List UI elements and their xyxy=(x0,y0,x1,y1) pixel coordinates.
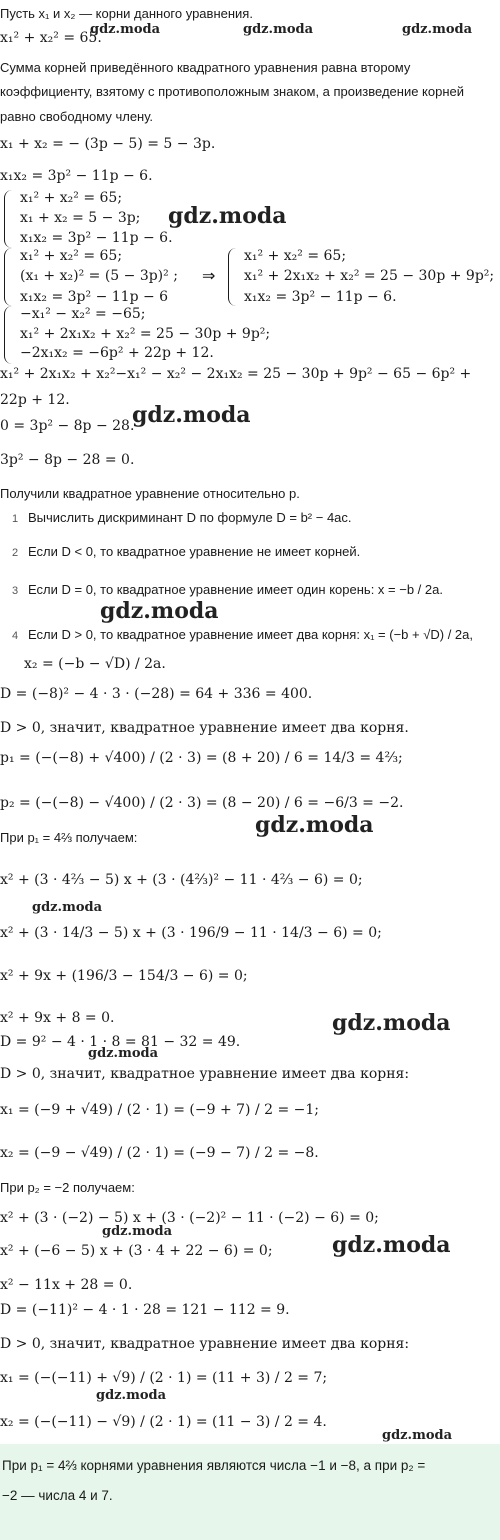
case2-discriminant-positive: D > 0, значит, квадратное уравнение имеет два корня: xyxy=(0,1336,410,1352)
vieta-text-3: равно свободному члену. xyxy=(0,109,154,124)
case2-equation1: x² + (3 · (−2) − 5) x + (3 · (−2)² − 11 · (−2) − 6) = 0; xyxy=(0,1210,379,1226)
step-text: Вычислить дискриминант D по формуле D = b² − 4ac. xyxy=(28,510,352,525)
watermark: gdz.moda xyxy=(402,22,473,37)
watermark: gdz.moda xyxy=(332,1232,451,1258)
case2-quadratic: x² − 11x + 28 = 0. xyxy=(0,1277,133,1293)
answer-line1: При p₁ = 4⅔ корнями уравнения являются числа −1 и −8, а при p₂ = xyxy=(2,1458,426,1473)
system2-line1: x₁² + x₂² = 65; xyxy=(20,248,123,264)
case2-discriminant: D = (−11)² − 4 · 1 · 28 = 121 − 112 = 9. xyxy=(0,1302,290,1318)
system2-line3: x₁x₂ = 3p² − 11p − 6 xyxy=(20,289,169,305)
watermark: gdz.moda xyxy=(382,1428,453,1443)
watermark: gdz.moda xyxy=(96,1388,167,1403)
case1-discriminant-positive: D > 0, значит, квадратное уравнение имеет два корня: xyxy=(0,1066,410,1082)
step-number: 4 xyxy=(12,630,19,642)
case-p2-heading: При p₂ = −2 получаем: xyxy=(0,1180,135,1195)
zero-equation: 0 = 3p² − 8p − 28. xyxy=(0,418,135,434)
case1-quadratic: x² + 9x + 8 = 0. xyxy=(0,1010,115,1026)
product-equation: x₁x₂ = 3p² − 11p − 6. xyxy=(0,168,153,184)
case2-root-x2: x₂ = (−(−11) − √9) / (2 · 1) = (11 − 3) / 2 = 4. xyxy=(0,1414,327,1430)
case1-root-x2: x₂ = (−9 − √49) / (2 · 1) = (−9 − 7) / 2 = −8. xyxy=(0,1145,319,1161)
intro-line: Пусть x₁ и x₂ — корни данного уравнения. xyxy=(0,6,253,21)
case1-equation2: x² + (3 · 14/3 − 5) x + (3 · 196/9 − 11 · 14/3 − 6) = 0; xyxy=(0,925,382,941)
answer-block xyxy=(0,1444,500,1540)
system-brace xyxy=(228,248,237,306)
step4-continuation: x₂ = (−b − √D) / 2a. xyxy=(24,656,166,672)
step-text: Если D = 0, то квадратное уравнение имеет один корень: x = −b / 2a. xyxy=(28,582,443,597)
case1-discriminant: D = 9² − 4 · 1 · 8 = 81 − 32 = 49. xyxy=(0,1034,241,1050)
watermark: gdz.moda xyxy=(100,598,219,624)
step-text: Если D > 0, то квадратное уравнение имеет два корня: x₁ = (−b + √D) / 2a, xyxy=(28,627,473,642)
case1-equation1: x² + (3 · 4⅔ − 5) x + (3 · (4⅔)² − 11 · 4⅔ − 6) = 0; xyxy=(0,872,363,888)
answer-line2: −2 — числа 4 и 7. xyxy=(2,1488,113,1503)
step-number: 3 xyxy=(12,585,19,597)
system-brace xyxy=(4,248,13,306)
watermark: gdz.moda xyxy=(255,812,374,838)
step-number: 2 xyxy=(12,547,19,559)
step-text: Если D < 0, то квадратное уравнение не имеет корней. xyxy=(28,544,361,559)
system-brace xyxy=(4,190,13,248)
watermark: gdz.moda xyxy=(32,900,103,915)
watermark: gdz.moda xyxy=(102,1224,173,1239)
vieta-text-1: Сумма корней приведённого квадратного уравнения равна второму xyxy=(0,60,411,75)
step-number: 1 xyxy=(12,513,19,525)
system3-line2: x₁² + 2x₁x₂ + x₂² = 25 − 30p + 9p²; xyxy=(244,268,495,284)
watermark: gdz.moda xyxy=(90,22,161,37)
case-p1-heading: При p₁ = 4⅔ получаем: xyxy=(0,830,138,845)
p2-formula: p₂ = (−(−8) − √400) / (2 · 3) = (8 − 20) / 6 = −6/3 = −2. xyxy=(0,795,404,811)
watermark: gdz.moda xyxy=(332,1010,451,1036)
system4-line2: x₁² + 2x₁x₂ + x₂² = 25 − 30p + 9p²; xyxy=(20,326,271,342)
discriminant-p: D = (−8)² − 4 · 3 · (−28) = 64 + 336 = 400. xyxy=(0,686,313,702)
watermark: gdz.moda xyxy=(168,203,287,229)
discriminant-positive: D > 0, значит, квадратное уравнение имеет два корня. xyxy=(0,720,409,736)
watermark: gdz.moda xyxy=(243,22,314,37)
implies-arrow: ⇒ xyxy=(202,268,216,285)
sum-equation: x₁ + x₂ = − (3p − 5) = 5 − 3p. xyxy=(0,136,216,152)
system2-line2: (x₁ + x₂)² = (5 − 3p)² ; xyxy=(20,268,178,284)
case2-root-x1: x₁ = (−(−11) + √9) / (2 · 1) = (11 + 3) / 2 = 7; xyxy=(0,1370,328,1386)
p1-formula: p₁ = (−(−8) + √400) / (2 · 3) = (8 + 20) / 6 = 14/3 = 4⅔; xyxy=(0,750,403,766)
system-brace xyxy=(4,306,13,364)
condition-equation: x₁² + x₂² = 65. xyxy=(0,30,102,46)
quadratic-statement: Получили квадратное уравнение относительно p. xyxy=(0,486,300,501)
system1-line2: x₁ + x₂ = 5 − 3p; xyxy=(20,210,141,226)
system4-line3: −2x₁x₂ = −6p² + 22p + 12. xyxy=(20,345,214,361)
sum-of-systems-line2: 22p + 12. xyxy=(0,392,70,408)
system4-line1: −x₁² − x₂² = −65; xyxy=(20,306,146,322)
sum-of-systems-line1: x₁² + 2x₁x₂ + x₂²−x₁² − x₂² − 2x₁x₂ = 25 − 30p + 9p² − 65 − 6p² + xyxy=(0,366,472,382)
system3-line1: x₁² + x₂² = 65; xyxy=(244,248,347,264)
system1-line3: x₁x₂ = 3p² − 11p − 6. xyxy=(20,230,173,246)
case2-equation2: x² + (−6 − 5) x + (3 · 4 + 22 − 6) = 0; xyxy=(0,1243,273,1259)
case1-equation3: x² + 9x + (196/3 − 154/3 − 6) = 0; xyxy=(0,968,248,984)
watermark: gdz.moda xyxy=(88,1046,159,1061)
case1-root-x1: x₁ = (−9 + √49) / (2 · 1) = (−9 + 7) / 2 = −1; xyxy=(0,1102,320,1118)
vieta-text-2: коэффициенту, взятому с противоположным знаком, а произведение корней xyxy=(0,84,465,99)
system1-line1: x₁² + x₂² = 65; xyxy=(20,190,123,206)
system3-line3: x₁x₂ = 3p² − 11p − 6. xyxy=(244,289,397,305)
watermark: gdz.moda xyxy=(132,402,251,428)
quadratic-in-p: 3p² − 8p − 28 = 0. xyxy=(0,452,135,468)
